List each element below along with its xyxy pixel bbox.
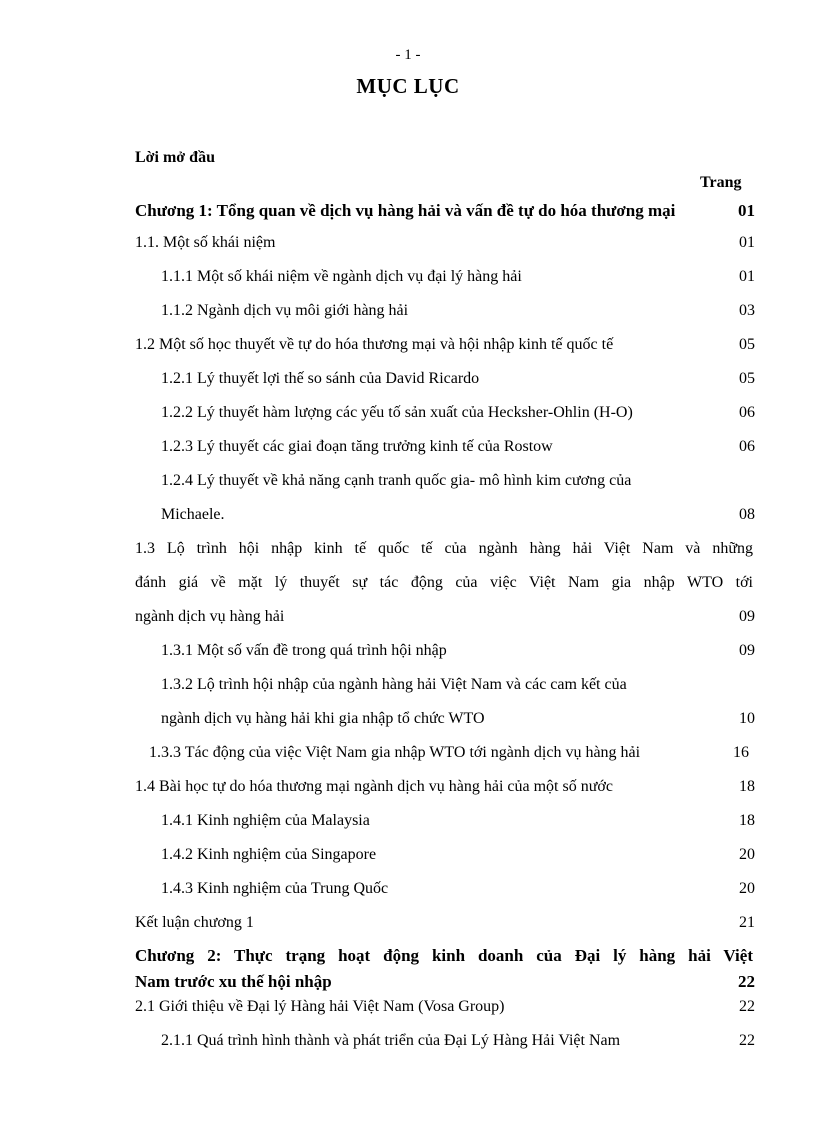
toc-entry-text: Chương 1: Tổng quan về dịch vụ hàng hải và vấn đề tự do hóa thương mại [135,201,676,220]
toc-entry[interactable] [135,539,753,559]
toc-entry-page: 01 [739,234,755,251]
toc-entry-text-line2: ngành dịch vụ hàng hải khi gia nhập tổ chức WTO [161,710,485,727]
page-number: - 1 - [395,47,421,63]
toc-entry-page: 16 [733,744,749,761]
toc-entry-text: 1.1.1 Một số khái niệm về ngành dịch vụ đại lý hàng hải [161,268,522,285]
toc-entry-text: 1.2.1 Lý thuyết lợi thế so sánh của David Ricardo [161,370,480,387]
toc-entry-page: 06 [739,404,755,421]
toc-entry-page: 20 [739,880,755,897]
toc-entry-page: 21 [739,914,755,931]
toc-entry-page: 22 [739,998,755,1015]
toc-entry-text: 1.4.2 Kinh nghiệm của Singapore [161,846,377,863]
toc-entry-page: 01 [738,201,755,220]
toc-entry-text: 1.1.2 Ngành dịch vụ môi giới hàng hải [161,302,409,319]
toc-intro: Lời mở đầu [135,149,215,166]
toc-entry-text: 1.4.1 Kinh nghiệm của Malaysia [161,812,370,829]
toc-entry-page: 10 [739,710,755,727]
page-column-header: Trang [700,174,742,191]
toc-entry-text: 2.1 Giới thiệu về Đại lý Hàng hải Việt Nam (Vosa Group) [135,998,505,1015]
toc-entry-page: 09 [739,642,755,659]
toc-entry-page: 03 [739,302,755,319]
toc-entry-continued[interactable] [135,573,753,593]
toc-entry-text-line2: Michaele. [161,506,225,523]
toc-chapter-2[interactable] [135,946,753,966]
toc-entry-text: 1.3.3 Tác động của việc Việt Nam gia nhập WTO tới ngành dịch vụ hàng hải [149,744,641,761]
toc-entry-page: 06 [739,438,755,455]
toc-entry-text-line1: Chương 2: Thực trạng hoạt động kinh doanh của Đại lý hàng hải Việt [135,946,753,965]
page-title: MỤC LỤC [356,74,460,98]
toc-entry-text: 1.4 Bài học tự do hóa thương mại ngành dịch vụ hàng hải của một số nước [135,778,613,795]
toc-entry-text: 1.2 Một số học thuyết về tự do hóa thương mại và hội nhập kinh tế quốc tế [135,336,614,353]
toc-entry-text-line2: Nam trước xu thế hội nhập [135,972,332,991]
toc-entry-text: 1.2.2 Lý thuyết hàm lượng các yếu tố sản xuất của Hecksher-Ohlin (H-O) [161,404,633,421]
toc-entry-text: 1.4.3 Kinh nghiệm của Trung Quốc [161,880,389,897]
toc-entry-text: 1.1. Một số khái niệm [135,234,276,251]
toc-entry-text-line2: đánh giá về mặt lý thuyết sự tác động của việc Việt Nam gia nhập WTO tới [135,574,753,591]
toc-entry-page: 08 [739,506,755,523]
toc-entry-text-line1: 1.3.2 Lộ trình hội nhập của ngành hàng hải Việt Nam và các cam kết của [161,676,627,693]
toc-entry-page: 18 [739,812,755,829]
toc-entry-page: 01 [739,268,755,285]
toc-entry-text: 2.1.1 Quá trình hình thành và phát triển của Đại Lý Hàng Hải Việt Nam [161,1032,621,1049]
toc-entry-page: 05 [739,370,755,387]
toc-entry-text: 1.3.1 Một số vấn đề trong quá trình hội nhập [161,642,447,659]
toc-entry-text: Kết luận chương 1 [135,914,254,931]
toc-entry-page: 09 [739,608,755,625]
toc-entry-text-line1: 1.3 Lộ trình hội nhập kinh tế quốc tế của ngành hàng hải Việt Nam và những [135,540,753,557]
toc-entry-page: 05 [739,336,755,353]
toc-entry-page: 22 [738,972,755,991]
toc-entry-page: 22 [739,1032,755,1049]
toc-entry-page: 18 [739,778,755,795]
toc-entry-text-line3: ngành dịch vụ hàng hải [135,608,285,625]
toc-entry-text: 1.2.3 Lý thuyết các giai đoạn tăng trưởng kinh tế của Rostow [161,438,553,455]
toc-entry-page: 20 [739,846,755,863]
toc-entry-text-line1: 1.2.4 Lý thuyết về khả năng cạnh tranh quốc gia- mô hình kim cương của [161,472,632,489]
